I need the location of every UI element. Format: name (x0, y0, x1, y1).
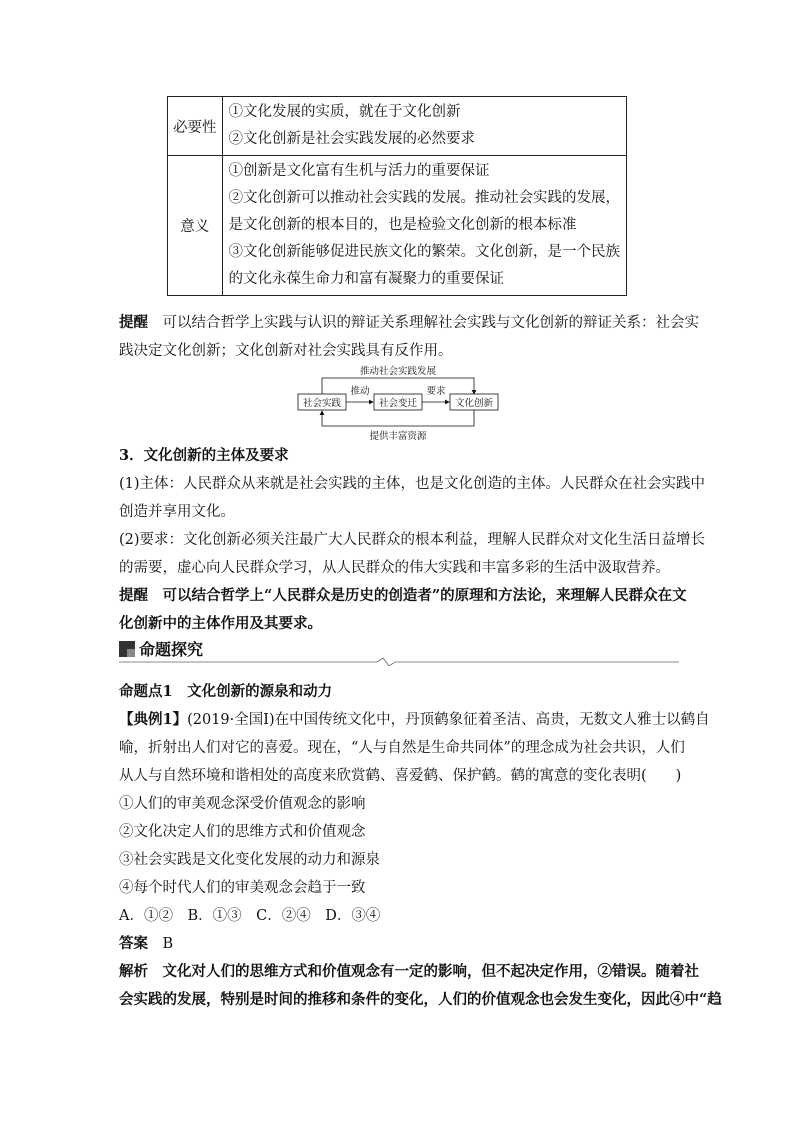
content-line: ①文化发展的实质，就在于文化创新 (228, 104, 461, 120)
topic-line (119, 678, 685, 706)
arrow-bottom (322, 410, 474, 426)
analysis-label: 解析 (119, 963, 148, 980)
answer-line (119, 930, 685, 958)
arrow-bottom-label: 提供丰富资源 (369, 431, 427, 442)
tip-text: 可以结合哲学上实践与认识的辩证关系理解社会实践与文化创新的辩证关系：社会实 (162, 315, 699, 331)
section-header (119, 636, 679, 666)
section-title: 命题探究 (139, 640, 204, 659)
arrow-require-label: 要求 (426, 386, 446, 397)
tip-paragraph (119, 309, 699, 365)
topic-title: 文化创新的源泉和动力 (187, 683, 333, 700)
row-content (222, 97, 627, 156)
tip-label: 提醒 (119, 314, 148, 331)
node-social-practice: 社会实践 (302, 398, 342, 409)
row-header-necessity: 必要性 (168, 97, 223, 156)
section-square-icon (119, 641, 135, 657)
node-cultural-innovation: 文化创新 (454, 398, 494, 409)
tip-label: 提醒 (119, 587, 148, 604)
content-line: 是文化创新的根本目的，也是检验文化创新的根本标准 (228, 217, 577, 233)
analysis-line (119, 958, 699, 986)
content-line: ①创新是文化富有生机与活力的重要保证 (228, 163, 490, 179)
example-block (119, 678, 722, 1014)
option-item: ④每个时代人们的审美观念会趋于一致 (119, 880, 366, 896)
content-line: ②文化创新可以推动社会实践的发展。推动社会实践的发展， (228, 190, 620, 206)
node-social-change: 社会变迁 (378, 398, 418, 409)
tip-line (119, 309, 699, 337)
tip-line: 践决定文化创新；文化创新对社会实践具有反作用。 (119, 343, 453, 359)
para-line: 创造并享用文化。 (119, 504, 235, 520)
topic-label: 命题点1 (119, 683, 173, 700)
answer-value: B (162, 936, 174, 952)
section-heading: 3．文化创新的主体及要求 (119, 447, 289, 464)
content-line: ②文化创新是社会实践发展的必然要求 (228, 131, 475, 147)
practice-innovation-diagram (296, 364, 500, 444)
table-row (168, 97, 627, 156)
option-item: ①人们的审美观念深受价值观念的影响 (119, 796, 366, 812)
summary-table (167, 96, 627, 296)
example-line: 喻，折射出人们对它的喜爱。现在，“人与自然是生命共同体”的理念成为社会共识，人们 (119, 740, 685, 756)
example-line: 从人与自然环境和谐相处的高度来欣赏鹤、喜爱鹤、保护鹤。鹤的寓意的变化表明( ) (119, 768, 682, 784)
option-item: ②文化决定人们的思维方式和价值观念 (119, 824, 366, 840)
example-line (119, 706, 710, 734)
option-item: ③社会实践是文化变化发展的动力和源泉 (119, 852, 380, 868)
arrow-push-label: 推动 (350, 386, 370, 397)
table-row (168, 156, 627, 296)
tip-line: 化创新中的主体作用及其要求。 (119, 615, 322, 632)
row-header-significance: 意义 (168, 156, 223, 296)
para-line: 的需要，虚心向人民群众学习，从人民群众的伟大实践和丰富多彩的生活中汲取营养。 (119, 560, 670, 576)
para-line: (2)要求：文化创新必须关注最广大人民群众的根本利益，理解人民群众对文化生活日益增长 (119, 532, 706, 548)
content-line: 的文化永葆生命力和富有凝聚力的重要保证 (228, 271, 504, 287)
para-line: (1)主体：人民群众从来就是社会实践的主体，也是文化创造的主体。人民群众在社会实践中 (119, 476, 706, 492)
example-text: (2019·全国Ⅰ)在中国传统文化中，丹顶鹤象征着圣洁、高贵，无数文人雅士以鹤自 (187, 712, 710, 728)
section-divider (119, 658, 679, 666)
analysis-line: 会实践的发展，特别是时间的推移和条件的变化，人们的价值观念也会发生变化，因此④中“趋 (119, 991, 722, 1008)
example-label: 【典例1】 (119, 711, 188, 728)
answer-label: 答案 (119, 935, 148, 952)
choices-line: A．①② B．①③ C．②④ D．③④ (119, 908, 381, 924)
content-line: ③文化创新能够促进民族文化的繁荣。文化创新，是一个民族 (228, 244, 620, 260)
tip-line (119, 582, 685, 610)
arrow-top-label: 推动社会实践发展 (359, 366, 437, 377)
tip-text: 可以结合哲学上“人民群众是历史的创造者”的原理和方法论，来理解人民群众在文 (162, 587, 687, 604)
arrow-top (322, 378, 474, 394)
row-content (222, 156, 627, 296)
section-3 (119, 442, 706, 638)
analysis-text: 文化对人们的思维方式和价值观念有一定的影响，但不起决定作用，②错误。随着社 (162, 963, 699, 980)
